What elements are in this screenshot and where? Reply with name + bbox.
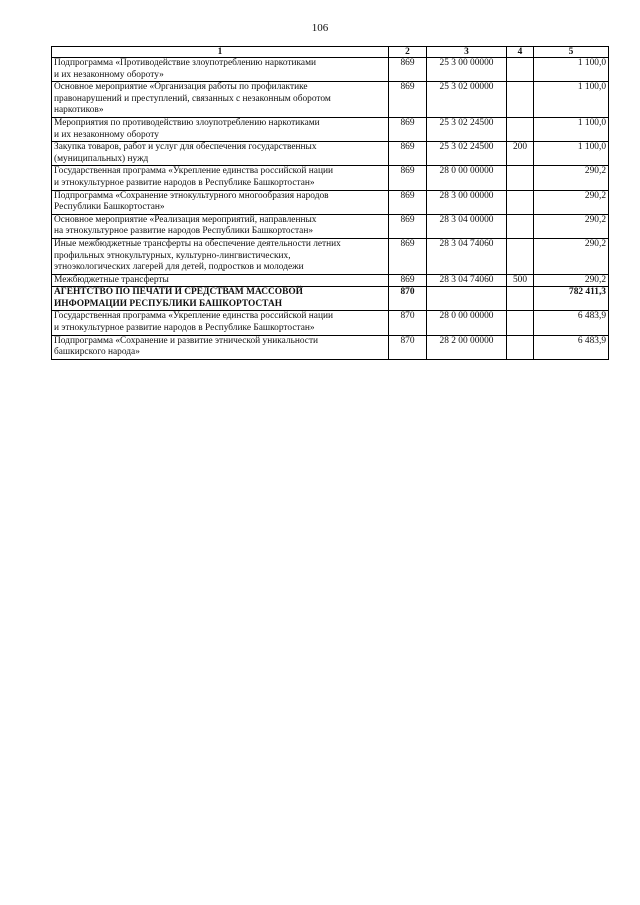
row-amount-cell: 290,2 [534,166,609,190]
row-code-cell: 869 [389,166,427,190]
row-code-cell: 870 [389,335,427,359]
table-row [52,166,609,190]
row-csr-cell: 28 3 04 74060 [427,238,507,274]
header-col-2: 2 [389,47,427,58]
row-code-cell: 869 [389,117,427,141]
row-name-cell: Основное мероприятие «Реализация мероприятий, направленных на этнокультурное развитие народов Республики Башкортостан» [52,214,389,238]
table-row [52,190,609,214]
row-name-cell: Подпрограмма «Противодействие злоупотреблению наркотиками и их незаконному обороту» [52,58,389,82]
row-vr-cell [507,82,534,118]
row-code-cell: 869 [389,82,427,118]
table-row [52,274,609,287]
row-vr-cell [507,238,534,274]
row-csr-cell: 25 3 02 24500 [427,117,507,141]
row-code-cell: 869 [389,58,427,82]
row-vr-cell [507,287,534,311]
row-csr-cell: 28 3 00 00000 [427,190,507,214]
row-name-cell: Мероприятия по противодействию злоупотреблению наркотиками и их незаконному обороту [52,117,389,141]
row-csr-cell: 28 3 04 00000 [427,214,507,238]
row-amount-cell: 782 411,3 [534,287,609,311]
row-vr-cell [507,335,534,359]
row-code-cell: 869 [389,238,427,274]
row-code-cell: 869 [389,142,427,166]
row-name-cell: Основное мероприятие «Организация работы по профилактике правонарушений и преступлений, связанных с незаконным оборотом наркотиков» [52,82,389,118]
header-col-1: 1 [52,47,389,58]
row-amount-cell: 290,2 [534,238,609,274]
table-row [52,58,609,82]
row-name-cell: Подпрограмма «Сохранение этнокультурного многообразия народов Республики Башкортостан» [52,190,389,214]
header-col-4: 4 [507,47,534,58]
row-csr-cell: 28 3 04 74060 [427,274,507,287]
row-code-cell: 870 [389,311,427,335]
table-row [52,238,609,274]
row-name-cell: Государственная программа «Укрепление единства российской нации и этнокультурное развитие народов в Республике Башкортостан» [52,311,389,335]
row-amount-cell: 290,2 [534,274,609,287]
row-vr-cell: 200 [507,142,534,166]
row-vr-cell [507,190,534,214]
row-csr-cell [427,287,507,311]
row-csr-cell: 25 3 02 24500 [427,142,507,166]
row-csr-cell: 25 3 00 00000 [427,58,507,82]
table-row [52,142,609,166]
row-name-cell: Подпрограмма «Сохранение и развитие этнической уникальности башкирского народа» [52,335,389,359]
row-vr-cell [507,166,534,190]
row-code-cell: 869 [389,274,427,287]
row-code-cell: 870 [389,287,427,311]
row-vr-cell [507,311,534,335]
table-row [52,287,609,311]
budget-table [51,46,609,360]
row-csr-cell: 28 0 00 00000 [427,311,507,335]
row-vr-cell [507,58,534,82]
row-name-cell: АГЕНТСТВО ПО ПЕЧАТИ И СРЕДСТВАМ МАССОВОЙ ИНФОРМАЦИИ РЕСПУБЛИКИ БАШКОРТОСТАН [52,287,389,311]
row-name-cell: Иные межбюджетные трансферты на обеспечение деятельности летних профильных этнокультурных, культурно-лингвистических, этноэкологических лагерей для детей, подростков и молодежи [52,238,389,274]
row-amount-cell: 6 483,9 [534,311,609,335]
row-code-cell: 869 [389,190,427,214]
row-vr-cell [507,214,534,238]
row-csr-cell: 28 0 00 00000 [427,166,507,190]
row-name-cell: Закупка товаров, работ и услуг для обеспечения государственных (муниципальных) нужд [52,142,389,166]
row-code-cell: 869 [389,214,427,238]
page-number: 106 [311,22,329,34]
row-amount-cell: 290,2 [534,190,609,214]
row-amount-cell: 6 483,9 [534,335,609,359]
table-row [52,117,609,141]
row-vr-cell [507,117,534,141]
row-amount-cell: 1 100,0 [534,117,609,141]
table-row [52,214,609,238]
row-vr-cell: 500 [507,274,534,287]
row-amount-cell: 290,2 [534,214,609,238]
row-csr-cell: 25 3 02 00000 [427,82,507,118]
row-amount-cell: 1 100,0 [534,142,609,166]
table-row [52,82,609,118]
row-csr-cell: 28 2 00 00000 [427,335,507,359]
row-name-cell: Государственная программа «Укрепление единства российской нации и этнокультурное развитие народов в Республике Башкортостан» [52,166,389,190]
header-row [52,47,609,58]
row-amount-cell: 1 100,0 [534,58,609,82]
header-col-5: 5 [534,47,609,58]
header-col-3: 3 [427,47,507,58]
row-amount-cell: 1 100,0 [534,82,609,118]
table-row [52,335,609,359]
row-name-cell: Межбюджетные трансферты [52,274,389,287]
table-row [52,311,609,335]
